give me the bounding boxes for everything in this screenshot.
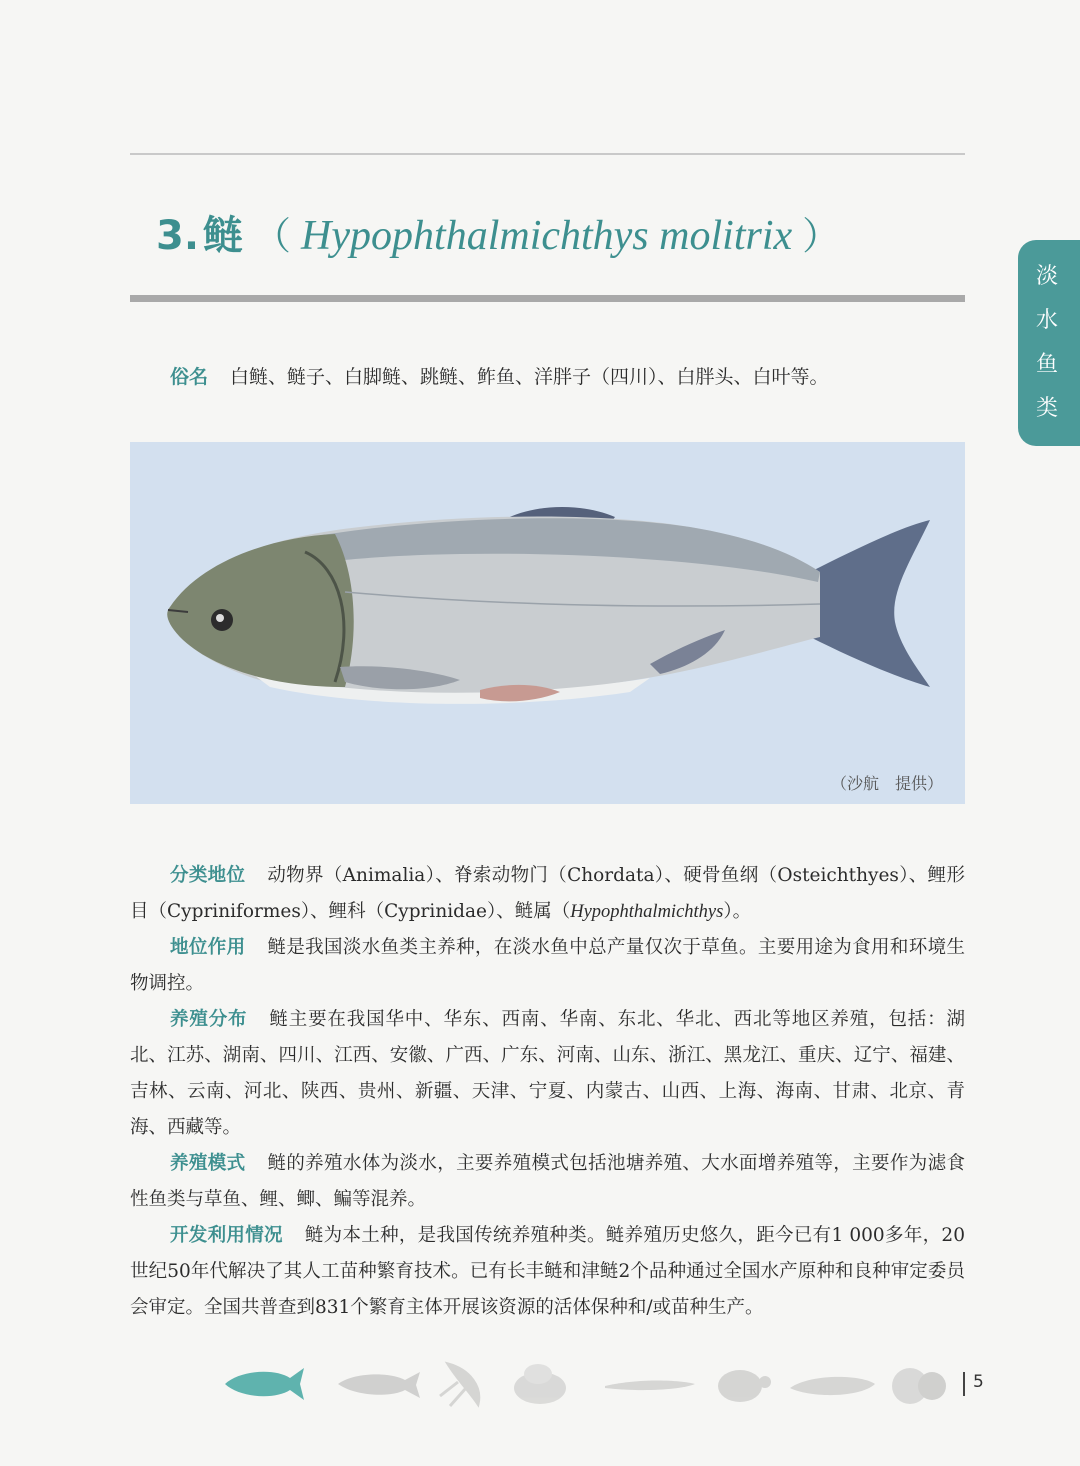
title-paren-open: （ — [253, 214, 292, 258]
paragraph-text: 鲢是我国淡水鱼类主养种，在淡水鱼中总产量仅次于草鱼。主要用途为食用和环境生物调控。 — [130, 937, 965, 994]
title-paren-close: ） — [802, 214, 841, 258]
section-title — [156, 204, 850, 274]
fish-icon — [338, 1372, 420, 1398]
page-number: 5 — [973, 1372, 984, 1392]
section-label: 开发利用情况 — [170, 1225, 283, 1246]
paragraph-text: 动物界（Animalia）、脊索动物门（Chordata）、硬骨鱼纲（Osteichthyes）、鲤形目（Cypriniformes）、鲤科（Cyprinidae）、鲢属（ — [130, 865, 965, 922]
side-tab-char: 水 — [1035, 308, 1058, 333]
section-label: 地位作用 — [170, 937, 246, 958]
paragraph-text: 鲢主要在我国华中、华东、西南、华南、东北、华北、西北等地区养殖，包括：湖北、江苏、湖南、四川、江西、安徽、广西、广东、河南、山东、浙江、黑龙江、重庆、辽宁、福建、吉林、云南、河北、陕西、贵州、新疆、天津、宁夏、内蒙古、山西、上海、海南、甘肃、北京、青海、西藏等。 — [130, 1009, 965, 1138]
eel-icon — [605, 1381, 695, 1391]
farming-mode-paragraph — [130, 1146, 965, 1218]
side-tab-char: 淡 — [1035, 264, 1058, 289]
alias-label: 俗名 — [170, 366, 209, 388]
utilization-paragraph — [130, 1218, 965, 1326]
species-description — [130, 858, 965, 1326]
section-label: 养殖分布 — [170, 1009, 248, 1030]
distribution-paragraph — [130, 1002, 965, 1146]
top-divider — [130, 153, 965, 155]
role-paragraph — [130, 930, 965, 1002]
section-number: 3. — [156, 213, 200, 259]
turtle-icon — [718, 1370, 771, 1402]
silver-carp-illustration — [130, 442, 965, 804]
species-chinese-name: 鲢 — [203, 213, 244, 259]
page-number-separator — [963, 1372, 965, 1396]
genus-italic: Hypophthalmichthys — [570, 902, 724, 922]
species-latin-name: Hypophthalmichthys molitrix — [301, 213, 793, 259]
common-names — [170, 362, 829, 389]
shrimp-icon — [440, 1364, 479, 1406]
footer-species-icons — [220, 1352, 950, 1412]
sea-cucumber-icon — [790, 1377, 875, 1395]
fish-photo — [130, 442, 965, 804]
paragraph-text: 鲢为本土种，是我国传统养殖种类。鲢养殖历史悠久，距今已有1 000多年，20世纪50年代解决了其人工苗种繁育技术。已有长丰鲢和津鲢2个品种通过全国水产原种和良种审定委员会审定。全国共普查到831个繁育主体开展该资源的活体保种和/或苗种生产。 — [130, 1225, 965, 1318]
alias-text: 白鲢、鲢子、白脚鲢、跳鲢、鲊鱼、洋胖子（四川）、白胖头、白叶等。 — [230, 366, 829, 388]
fish-icon — [225, 1368, 304, 1400]
urchin-icon — [892, 1368, 946, 1404]
section-label: 养殖模式 — [170, 1153, 246, 1174]
side-tab-char: 类 — [1035, 396, 1058, 421]
classification-paragraph — [130, 858, 965, 930]
chapter-side-tab[interactable] — [1018, 240, 1080, 446]
shell-icon — [514, 1364, 566, 1404]
paragraph-text: ）。 — [723, 901, 752, 922]
photo-credit: （沙航 提供） — [830, 774, 943, 793]
side-tab-char: 鱼 — [1035, 352, 1058, 377]
title-underline-bar — [130, 295, 965, 302]
paragraph-text: 鲢的养殖水体为淡水，主要养殖模式包括池塘养殖、大水面增养殖等，主要作为滤食性鱼类与草鱼、鲤、鲫、鳊等混养。 — [130, 1153, 965, 1210]
section-label: 分类地位 — [170, 865, 246, 886]
